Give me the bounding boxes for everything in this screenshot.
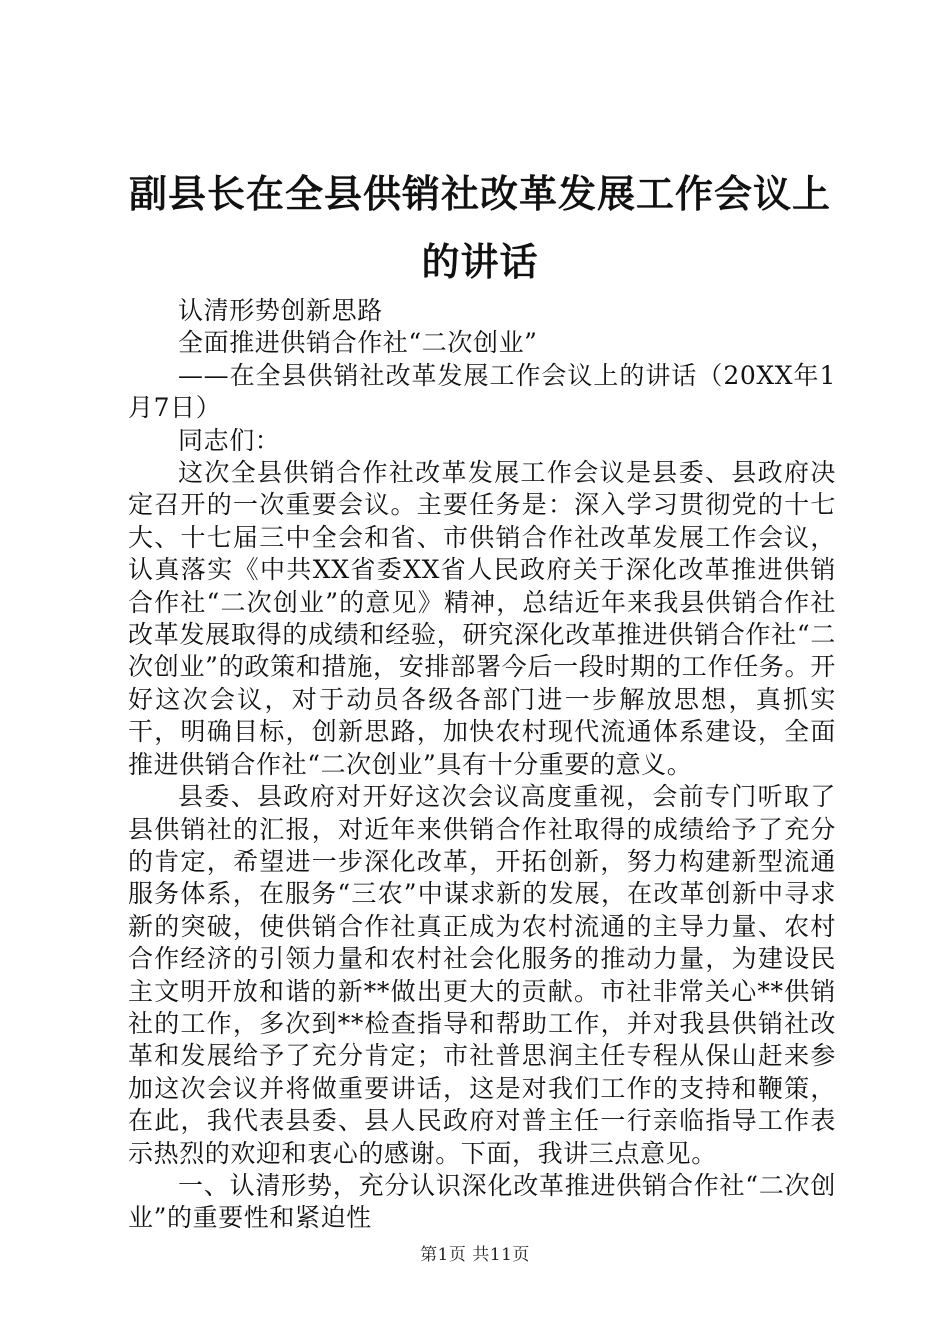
speech-byline: ——在全县供销社改革发展工作会议上的讲话（20XX年1月7日）: [128, 360, 836, 423]
section-heading: 一、认清形势，充分认识深化改革推进供销合作社“二次创业”的重要性和紧迫性: [128, 1170, 836, 1233]
document-title: 副县长在全县供销社改革发展工作会议上的讲话: [128, 171, 831, 284]
subtitle-line-2: 全面推进供销合作社“二次创业”: [178, 328, 538, 358]
paragraph: 县委、县政府对开好这次会议高度重视，会前专门听取了县供销社的汇报，对近年来供销合作社取得的成绩给予了充分的肯定，希望进一步深化改革，开拓创新，努力构建新型流通服务体系，在服务“三农”中谋求新的发展，在改革创新中寻求新的突破，使供销合作社真正成为农村流通的主导力量、农村合作经济的引领力量和农村社会化服务的推动力量，为建设民主文明开放和谐的新**做出更大的贡献。市社非常关心**供销社的工作，多次到**检查指导和帮助工作，并对我县供销社改革和发展给予了充分肯定；市社普思润主任专程从保山赶来参加这次会议并将做重要讲话，这是对我们工作的支持和鞭策，在此，我代表县委、县人民政府对普主任一行亲临指导工作表示热烈的欢迎和衷心的感谢。下面，我讲三点意见。: [128, 782, 836, 1168]
salutation: 同志们：: [178, 425, 281, 455]
paragraph: 这次全县供销合作社改革发展工作会议是县委、县政府决定召开的一次重要会议。主要任务是：深入学习贯彻党的十七大、十七届三中全会和省、市供销合作社改革发展工作会议，认真落实《中共XX省委XX省人民政府关于深化改革推进供销合作社“二次创业”的意见》精神，总结近年来我县供销合作社改革发展取得的成绩和经验，研究深化改革推进供销合作社“二次创业”的政策和措施，安排部署今后一段时期的工作任务。开好这次会议，对于动员各级各部门进一步解放思想，真抓实干，明确目标，创新思路，加快农村现代流通体系建设，全面推进供销合作社“二次创业”具有十分重要的意义。: [128, 458, 836, 779]
page-number-footer: 第1页 共11页: [420, 1245, 530, 1265]
document-body: [128, 295, 836, 1235]
subtitle-line-1: 认清形势创新思路: [178, 296, 383, 325]
